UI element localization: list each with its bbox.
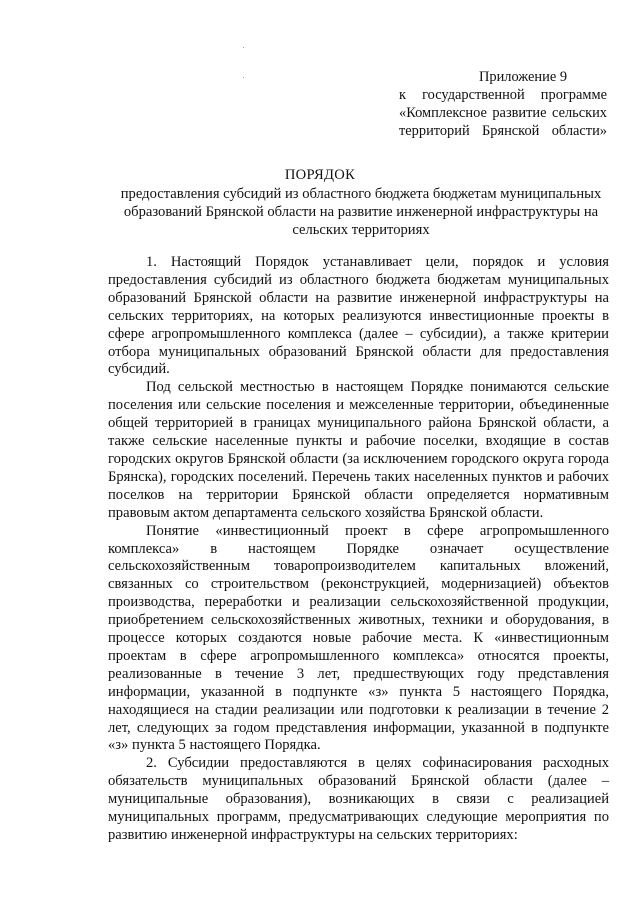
appendix-line: «Комплексное развитие сельских (399, 105, 607, 121)
paragraph: Понятие «инвестиционный проект в сфере агропромышленного комплекса» в настоящем Порядке означает осуществление сельскохозяйственным товаропроизводителем капитальных вложений, связанных со строительством (реконструкцией, модернизацией) объектов производства, переработки и реализации сельскохозяйственной продукции, приобретением сельскохозяйственных животных, техники и оборудования, в процессе которых создаются новые рабочие места. К «инвестиционным проектам в сфере агропромышленного комплекса» относятся проекты, реализованные в течение 3 лет, предшествующих году представления информации, указанной в подпункте «з» пункта 5 настоящего Порядка, находящиеся на стадии реализации или подготовки к реализации в течение 2 лет, следующих за годом представления информации, указанной в подпункте «з» пункта 5 настоящего Порядка. (108, 522, 609, 754)
appendix-block (399, 68, 607, 140)
scan-speck (243, 77, 244, 78)
appendix-line: территорий Брянской области» (399, 123, 607, 139)
appendix-line: к государственной программе (399, 87, 607, 103)
appendix-number: Приложение 9 (478, 69, 568, 85)
document-subtitle: предоставления субсидий из областного бюджета бюджетам муниципальных образований Брянской области на развитие инженерной инфраструктуры на сельских территориях (120, 186, 602, 238)
paragraph: 2. Субсидии предоставляются в целях софинасирования расходных обязательств муниципальных образований Брянской области (далее – муниципальные образования), возникающих в связи с реализацией муниципальных программ, предусматривающих следующие мероприятия по развитию инженерной инфраструктуры на сельских территориях: (108, 755, 609, 843)
document-title: ПОРЯДОК (284, 167, 356, 183)
document-body (108, 254, 609, 845)
paragraph: Под сельской местностью в настоящем Порядке понимаются сельские поселения или сельские поселения и межселенные территории, объединенные общей территорией в границах муниципального района Брянской области, а также сельские населенные пункты и рабочие поселки, входящие в состав городских округов Брянской области (за исключением городского округа города Брянска), городских поселений. Перечень таких населенных пунктов и рабочих поселков на территории Брянской области определяется нормативным правовым актом департамента сельского хозяйства Брянской области. (108, 379, 609, 521)
paragraph: 1. Настоящий Порядок устанавливает цели, порядок и условия предоставления субсидий из областного бюджета бюджетам муниципальных образований Брянской области на развитие инженерной инфраструктуры на сельских территориях, на которых реализуются инвестиционные проекты в сфере агропромышленного комплекса (далее – субсидии), а также критерии отбора муниципальных образований Брянской области для предоставления субсидий. (108, 254, 609, 378)
scan-speck (243, 47, 244, 48)
